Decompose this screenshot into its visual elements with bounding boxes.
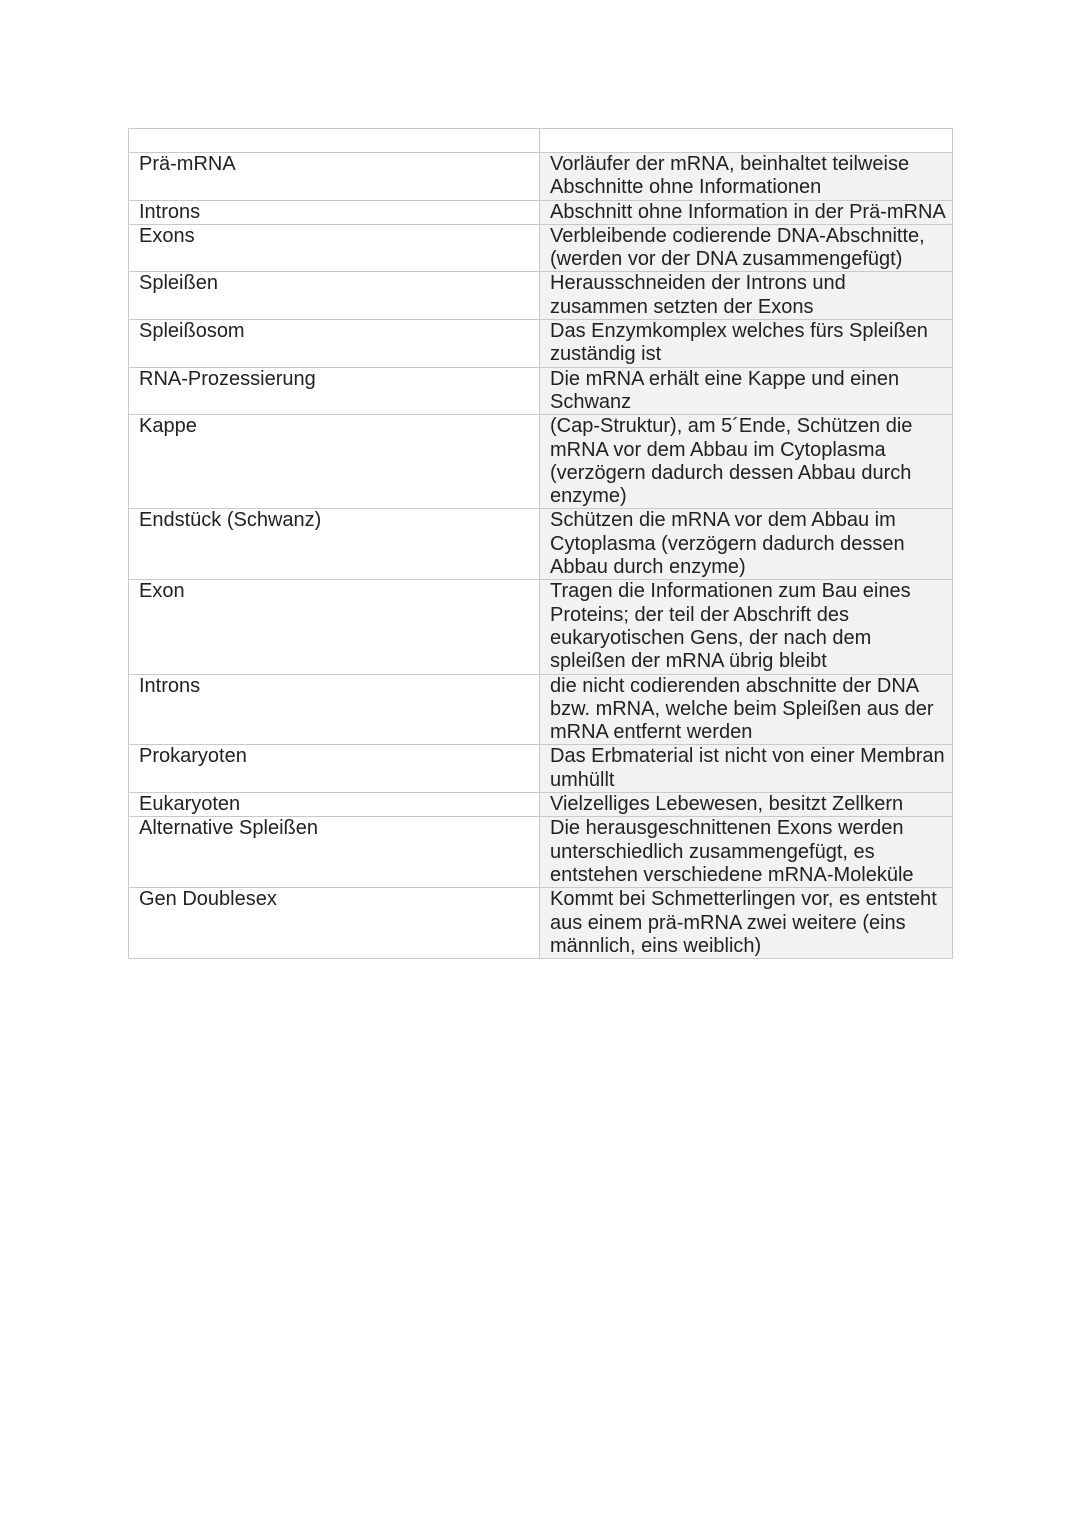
- table-row: [129, 415, 953, 509]
- term-cell: Gen Doublesex: [129, 888, 540, 959]
- table-row: [129, 367, 953, 415]
- table-row: [129, 745, 953, 793]
- empty-header-cell: [540, 129, 953, 153]
- definition-cell: Das Enzymkomplex welches fürs Spleißen zuständig ist: [540, 320, 953, 368]
- definition-cell: Abschnitt ohne Information in der Prä-mRNA: [540, 200, 953, 224]
- table-row: [129, 674, 953, 745]
- term-cell: Introns: [129, 674, 540, 745]
- definition-cell: Herausschneiden der Introns und zusammen setzten der Exons: [540, 272, 953, 320]
- definition-cell: Vorläufer der mRNA, beinhaltet teilweise Abschnitte ohne Informationen: [540, 153, 953, 201]
- definition-cell: Die mRNA erhält eine Kappe und einen Schwanz: [540, 367, 953, 415]
- term-cell: Prokaryoten: [129, 745, 540, 793]
- definition-cell: Das Erbmaterial ist nicht von einer Membran umhüllt: [540, 745, 953, 793]
- table-row: [129, 817, 953, 888]
- table-row: [129, 224, 953, 272]
- empty-header-cell: [129, 129, 540, 153]
- table-row: [129, 580, 953, 674]
- definition-cell: Tragen die Informationen zum Bau eines Proteins; der teil der Abschrift des eukaryotischen Gens, der nach dem spleißen der mRNA übrig bleibt: [540, 580, 953, 674]
- definition-cell: Die herausgeschnittenen Exons werden unterschiedlich zusammengefügt, es entstehen verschiedene mRNA-Moleküle: [540, 817, 953, 888]
- definition-cell: Schützen die mRNA vor dem Abbau im Cytoplasma (verzögern dadurch dessen Abbau durch enzyme): [540, 509, 953, 580]
- table-row: [129, 888, 953, 959]
- definition-cell: Vielzelliges Lebewesen, besitzt Zellkern: [540, 793, 953, 817]
- term-cell: Eukaryoten: [129, 793, 540, 817]
- table-row: [129, 793, 953, 817]
- table-row: [129, 272, 953, 320]
- definition-cell: (Cap-Struktur), am 5´Ende, Schützen die mRNA vor dem Abbau im Cytoplasma (verzögern dadurch dessen Abbau durch enzyme): [540, 415, 953, 509]
- term-cell: Exon: [129, 580, 540, 674]
- term-cell: Endstück (Schwanz): [129, 509, 540, 580]
- term-cell: Exons: [129, 224, 540, 272]
- table-row: [129, 320, 953, 368]
- term-cell: Prä-mRNA: [129, 153, 540, 201]
- definition-cell: Kommt bei Schmetterlingen vor, es entsteht aus einem prä-mRNA zwei weitere (eins männlich, eins weiblich): [540, 888, 953, 959]
- term-cell: RNA-Prozessierung: [129, 367, 540, 415]
- term-cell: Spleißen: [129, 272, 540, 320]
- table-header-row: [129, 129, 953, 153]
- table-row: [129, 153, 953, 201]
- term-cell: Alternative Spleißen: [129, 817, 540, 888]
- table-row: [129, 509, 953, 580]
- term-cell: Kappe: [129, 415, 540, 509]
- glossary-table: [128, 128, 953, 959]
- term-cell: Spleißosom: [129, 320, 540, 368]
- definition-cell: die nicht codierenden abschnitte der DNA bzw. mRNA, welche beim Spleißen aus der mRNA entfernt werden: [540, 674, 953, 745]
- term-cell: Introns: [129, 200, 540, 224]
- table-row: [129, 200, 953, 224]
- definition-cell: Verbleibende codierende DNA-Abschnitte, (werden vor der DNA zusammengefügt): [540, 224, 953, 272]
